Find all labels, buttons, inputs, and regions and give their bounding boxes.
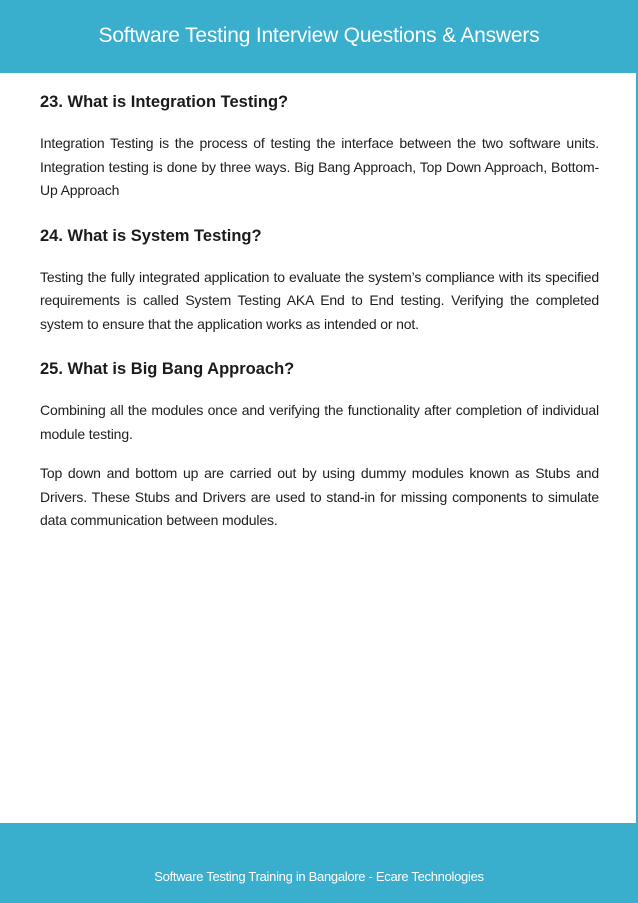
question-heading-23: 23. What is Integration Testing?: [40, 93, 289, 111]
question-heading-25: 25. What is Big Bang Approach?: [40, 360, 295, 378]
answer-paragraph-25a: Combining all the modules once and verifying the functionality after completion of individual module testing.: [40, 402, 599, 442]
answer-paragraph-24: Testing the fully integrated application to evaluate the system’s compliance with its specified requirements is called System Testing AKA End to End testing. Verifying the completed system to ensure that the application works as intended or not.: [40, 268, 599, 332]
footer-bar: [0, 823, 638, 903]
content-area: [40, 89, 599, 533]
answer-paragraph-25b: Top down and bottom up are carried out by using dummy modules known as Stubs and Drivers. These Stubs and Drivers are used to stand-in for missing components to simulate data communication between modules.: [40, 465, 599, 528]
question-heading-24: 24. What is System Testing?: [40, 226, 262, 245]
page-title: Software Testing Interview Questions & Answers: [98, 24, 540, 47]
footer-text: Software Testing Training in Bangalore - Ecare Technologies: [154, 869, 484, 884]
header-bar: [0, 0, 638, 73]
answer-paragraph-23: Integration Testing is the process of testing the interface between the two software units. Integration testing is done by three ways. Big Bang Approach, Top Down Approach, Bottom-Up Approach: [40, 135, 599, 198]
